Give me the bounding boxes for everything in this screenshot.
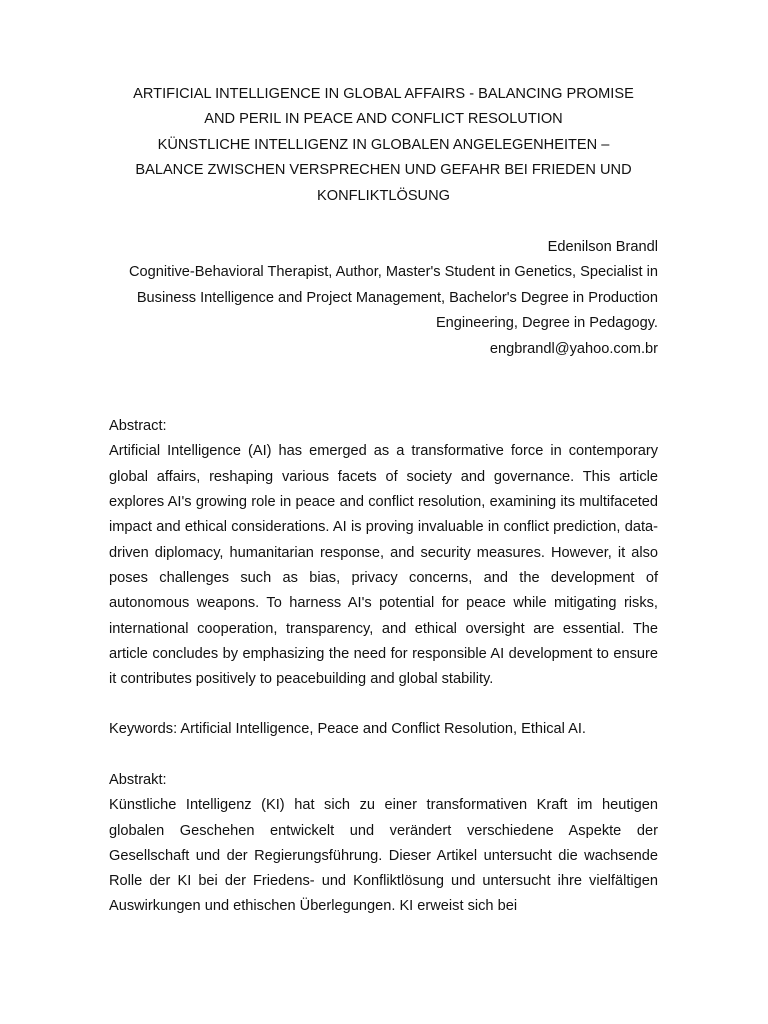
title-de-line-2: BALANCE ZWISCHEN VERSPRECHEN UND GEFAHR BEI FRIEDEN UND	[135, 162, 632, 179]
title-en-line-2: AND PERIL IN PEACE AND CONFLICT RESOLUTION	[204, 111, 563, 128]
abstrakt-heading: Abstrakt:	[109, 771, 167, 788]
author-affiliation: Cognitive-Behavioral Therapist, Author, Master's Student in Genetics, Specialist in Business Intelligence and Project Management, Bachelor's Degree in Production Engineering, Degree in Pedagogy.	[129, 264, 658, 332]
abstract-heading: Abstract:	[109, 418, 167, 435]
keywords: Keywords: Artificial Intelligence, Peace and Conflict Resolution, Ethical AI.	[109, 721, 586, 738]
author-name: Edenilson Brandl	[547, 239, 658, 256]
title-de-line-1: KÜNSTLICHE INTELLIGENZ IN GLOBALEN ANGELEGENHEITEN –	[157, 136, 610, 153]
title-en-line-1: ARTIFICIAL INTELLIGENCE IN GLOBAL AFFAIRS - BALANCING PROMISE	[133, 86, 634, 102]
abstrakt-text: Künstliche Intelligenz (KI) hat sich zu einer transformativen Kraft im heutigen globalen Geschehen entwickelt und verändert verschiedene Aspekte der Gesellschaft und der Regierungsführung. Dieser Artikel untersucht die wachsende Rolle der KI bei der Friedens- und Konfliktlösung und untersucht ihre vielfältigen Auswirkungen und ethischen Überlegungen. KI erweist sich bei	[109, 797, 658, 915]
document-page	[109, 82, 658, 920]
title-de-line-3: KONFLIKTLÖSUNG	[317, 187, 450, 204]
author-email: engbrandl@yahoo.com.br	[489, 340, 658, 357]
author-block	[109, 235, 658, 362]
abstract-text: Artificial Intelligence (AI) has emerged as a transformative force in contemporary global affairs, reshaping various facets of society and governance. This article explores AI's growing role in peace and conflict resolution, examining its multifaceted impact and ethical considerations. AI is proving invaluable in conflict prediction, data-driven diplomacy, humanitarian response, and security measures. However, it also poses challenges such as bias, privacy concerns, and the development of autonomous weapons. To harness AI's potential for peace while mitigating risks, international cooperation, transparency, and ethical oversight are essential. The article concludes by emphasizing the need for responsible AI development to ensure it contributes positively to peacebuilding and global stability.	[109, 443, 658, 688]
paper-title	[109, 82, 658, 209]
